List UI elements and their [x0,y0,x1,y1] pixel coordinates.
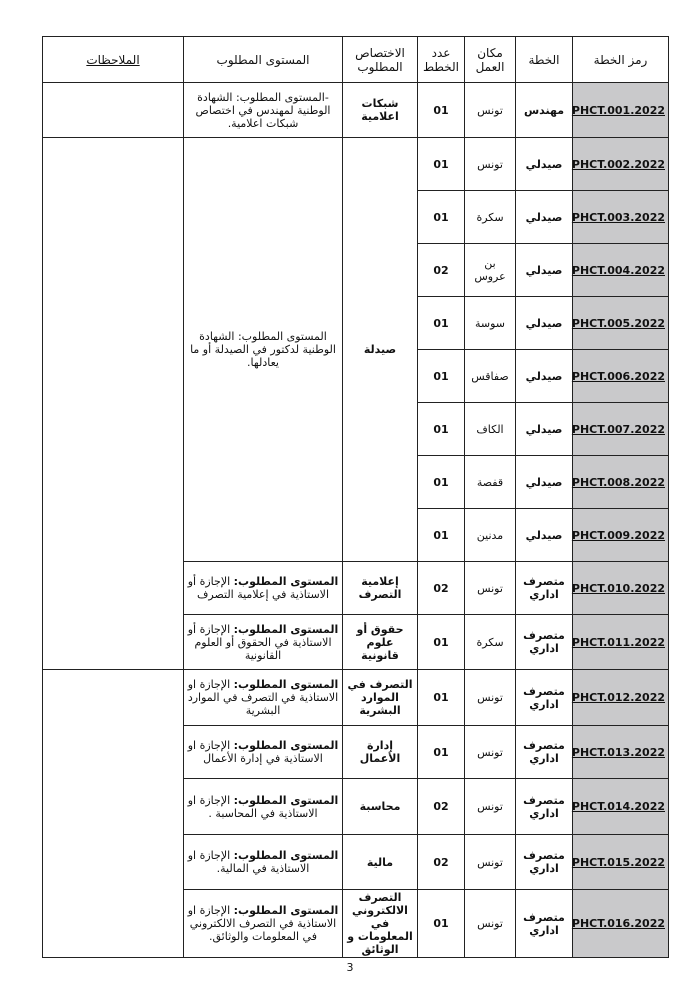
work-location: تونس [465,83,516,138]
notes-cell [43,83,184,138]
plan-code: PHCT.013.2022 [573,726,669,779]
plan-count: 01 [418,615,465,670]
specialty: مالية [343,835,418,890]
work-location: بن عروس [465,244,516,297]
plan-count: 01 [418,890,465,958]
work-location: سكرة [465,191,516,244]
plan-title: مهندس [516,83,573,138]
plan-title: متصرف اداري [516,726,573,779]
table-row [43,670,669,726]
plan-code: PHCT.015.2022 [573,835,669,890]
col-header-code: رمز الخطة [573,37,669,83]
required-level [184,615,343,670]
required-level: -المستوى المطلوب: الشهادة الوطنية لمهندس في اختصاص شبكات اعلامية. [184,83,343,138]
work-location: تونس [465,835,516,890]
plan-code: PHCT.010.2022 [573,562,669,615]
plan-title: صيدلي [516,350,573,403]
plan-code: PHCT.016.2022 [573,890,669,958]
plan-code: PHCT.008.2022 [573,456,669,509]
required-level [184,670,343,726]
work-location: سوسة [465,297,516,350]
required-level [184,890,343,958]
plan-count: 01 [418,456,465,509]
plan-code: PHCT.012.2022 [573,670,669,726]
work-location: تونس [465,138,516,191]
required-level [184,835,343,890]
plan-title: صيدلي [516,191,573,244]
level-prefix: المستوى المطلوب: [233,575,339,588]
notes-cell [43,670,184,958]
plan-title: متصرف اداري [516,779,573,835]
level-prefix: المستوى المطلوب: [233,622,339,636]
plan-count: 01 [418,726,465,779]
header-row [43,37,669,83]
work-location: تونس [465,890,516,958]
specialty: صيدلة [343,138,418,562]
positions-table [42,36,669,958]
plan-title: متصرف اداري [516,890,573,958]
work-location: تونس [465,726,516,779]
plan-title: متصرف اداري [516,615,573,670]
notes-cell [43,138,184,670]
level-text: الإجازة او الاستاذية في التصرف في الموارد البشرية [187,678,339,717]
plan-code: PHCT.011.2022 [573,615,669,670]
plan-count: 01 [418,138,465,191]
specialty: التصرف الالكتروني في المعلومات و الوثائق [343,890,418,958]
col-header-specialty: الاختصاص المطلوب [343,37,418,83]
plan-title: صيدلي [516,509,573,562]
work-location: صفاقس [465,350,516,403]
level-prefix: المستوى المطلوب: [233,793,339,807]
plan-title: صيدلي [516,297,573,350]
page-number: 3 [346,961,354,974]
plan-count: 01 [418,403,465,456]
specialty: محاسبة [343,779,418,835]
required-level [184,562,343,615]
plan-count: 02 [418,244,465,297]
col-header-notes: الملاحظات [43,37,184,83]
plan-title: صيدلي [516,403,573,456]
work-location: تونس [465,670,516,726]
plan-count: 02 [418,835,465,890]
plan-code: PHCT.009.2022 [573,509,669,562]
plan-code: PHCT.001.2022 [573,83,669,138]
plan-code: PHCT.005.2022 [573,297,669,350]
plan-count: 01 [418,670,465,726]
plan-code: PHCT.002.2022 [573,138,669,191]
work-location: سكرة [465,615,516,670]
level-text: الإجازة او الاستاذية في المحاسبة . [187,793,318,820]
plan-title: صيدلي [516,244,573,297]
specialty: شبكات اعلامية [343,83,418,138]
level-text: الإجازة او الاستاذية في التصرف الالكتروني في المعلومات والوثائق. [187,904,337,943]
level-prefix: المستوى المطلوب: [233,849,339,862]
col-header-count: عدد الخطط [418,37,465,83]
plan-count: 01 [418,509,465,562]
col-header-level: المستوى المطلوب [184,37,343,83]
plan-count: 01 [418,191,465,244]
plan-count: 02 [418,562,465,615]
specialty: إعلامية التصرف [343,562,418,615]
required-level: المستوى المطلوب: الشهادة الوطنية لدكتور في الصيدلة أو ما يعادلها. [184,138,343,562]
level-prefix: المستوى المطلوب: [233,904,339,917]
work-location: الكاف [465,403,516,456]
required-level [184,726,343,779]
work-location: مدنين [465,509,516,562]
level-prefix: المستوى المطلوب: [233,678,339,691]
specialty: التصرف في الموارد البشرية [343,670,418,726]
work-location: تونس [465,779,516,835]
specialty: إدارة الأعمال [343,726,418,779]
plan-title: متصرف اداري [516,670,573,726]
col-header-plan: الخطة [516,37,573,83]
col-header-location: مكان العمل [465,37,516,83]
level-text: الإجازة او الاستاذية في إدارة الأعمال [187,739,323,765]
plan-code: PHCT.007.2022 [573,403,669,456]
level-prefix: المستوى المطلوب: [233,739,339,752]
plan-count: 01 [418,297,465,350]
plan-count: 01 [418,350,465,403]
plan-title: متصرف اداري [516,562,573,615]
plan-code: PHCT.004.2022 [573,244,669,297]
table-row [43,138,669,191]
required-level [184,779,343,835]
specialty: حقوق أو علوم قانونية [343,615,418,670]
level-text: الإجازة أو الاستاذية في الحقوق أو العلوم القانونية [187,622,332,662]
plan-title: صيدلي [516,456,573,509]
work-location: تونس [465,562,516,615]
plan-code: PHCT.006.2022 [573,350,669,403]
plan-title: صيدلي [516,138,573,191]
plan-code: PHCT.003.2022 [573,191,669,244]
work-location: قفصة [465,456,516,509]
plan-count: 01 [418,83,465,138]
level-text: الإجازة او الاستاذية في المالية. [187,849,310,875]
level-text: الإجازة أو الاستاذية في إعلامية التصرف [187,575,330,601]
table-row [43,83,669,138]
plan-code: PHCT.014.2022 [573,779,669,835]
plan-title: متصرف اداري [516,835,573,890]
plan-count: 02 [418,779,465,835]
